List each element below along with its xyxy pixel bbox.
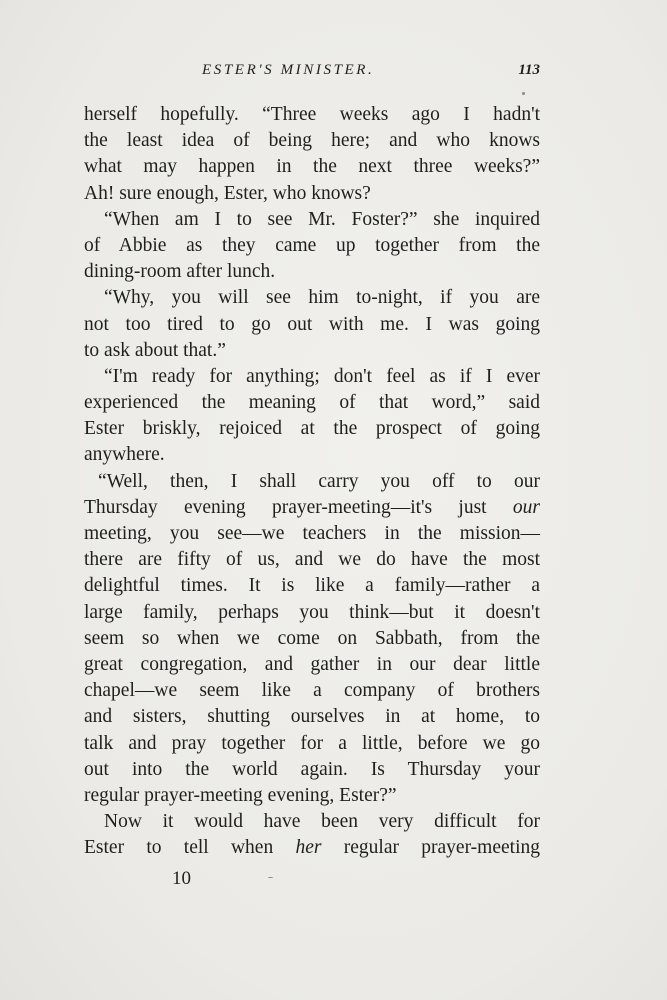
text-line: anywhere.: [84, 444, 165, 466]
text-line: regular prayer-meeting evening, Ester?”: [84, 784, 397, 806]
text-line: great congregation, and gather in our dear little: [84, 653, 540, 675]
text-line: “Well, then, I shall carry you off to our: [98, 470, 540, 492]
text-line: of Abbie as they came up together from the: [84, 234, 540, 256]
ink-speck: [268, 877, 273, 878]
text-line: “When am I to see Mr. Foster?” she inquired: [104, 208, 540, 230]
text-line: chapel—we seem like a company of brothers: [84, 680, 540, 702]
text-line: meeting, you see—we teachers in the mission—: [84, 523, 540, 544]
text-line: the least idea of being here; and who knows: [84, 130, 540, 152]
text-line-part: Ester to tell when: [84, 837, 274, 859]
text-line: Now it would have been very difficult for: [104, 811, 540, 833]
text-line: [84, 495, 540, 521]
text-line: “Why, you will see him to-night, if you are: [104, 287, 540, 309]
page-header: [84, 62, 540, 84]
ink-speck: [522, 92, 525, 95]
text-line: large family, perhaps you think—but it doesn't: [84, 601, 540, 623]
text-line: herself hopefully. “Three weeks ago I hadn't: [84, 104, 540, 125]
italic-word: her: [295, 837, 322, 859]
text-line: seem so when we come on Sabbath, from the: [84, 627, 540, 649]
text-line: out into the world again. Is Thursday your: [84, 758, 540, 780]
signature-mark: 10: [172, 868, 191, 889]
running-title: ESTER'S MINISTER.: [202, 62, 375, 78]
text-line: there are fifty of us, and we do have the most: [84, 549, 540, 571]
text-line: delightful times. It is like a family—rather a: [84, 575, 540, 597]
text-line: not too tired to go out with me. I was going: [84, 313, 540, 335]
italic-word: our: [512, 496, 541, 518]
text-line: talk and pray together for a little, before we go: [84, 732, 540, 754]
text-line: what may happen in the next three weeks?”: [84, 156, 540, 178]
text-line: Ah! sure enough, Ester, who knows?: [84, 182, 371, 204]
text-line: and sisters, shutting ourselves in at home, to: [84, 706, 540, 728]
body-text: [84, 102, 540, 861]
text-line-part: Thursday evening prayer-meeting—it's just: [84, 496, 487, 518]
text-line: experienced the meaning of that word,” said: [84, 392, 540, 414]
text-line: to ask about that.”: [84, 339, 226, 361]
text-line: Ester briskly, rejoiced at the prospect of going: [84, 418, 540, 440]
text-line: “I'm ready for anything; don't feel as if I ever: [104, 365, 540, 387]
text-line: dining-room after lunch.: [84, 261, 276, 283]
text-line: [84, 835, 540, 861]
text-line-part: regular prayer-meeting: [343, 837, 540, 859]
page-number: 113: [518, 62, 540, 78]
